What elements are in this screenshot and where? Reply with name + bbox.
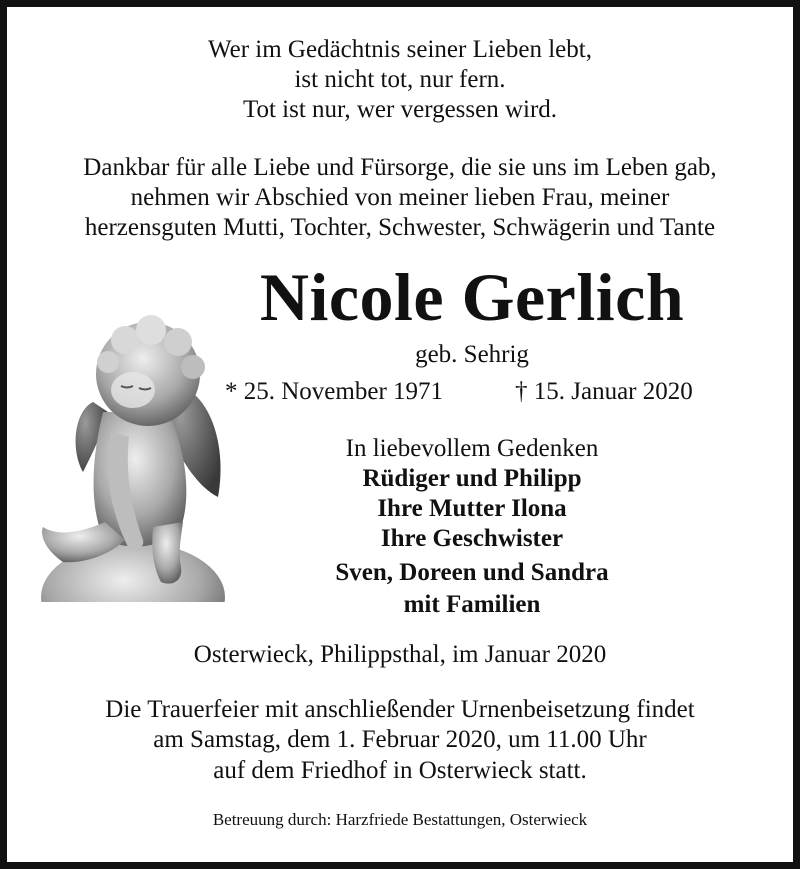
intro-line-1: Dankbar für alle Liebe und Fürsorge, die sie uns im Leben gab, xyxy=(83,154,717,181)
mourner-line: Ihre Mutter Ilona xyxy=(377,495,567,522)
funeral-line-1: Die Trauerfeier mit anschließender Urnenbeisetzung findet xyxy=(105,696,695,723)
birth-date: * 25. November 1971 xyxy=(225,378,444,405)
maiden-name: geb. Sehrig xyxy=(415,341,529,368)
mourner-line: mit Familien xyxy=(403,591,541,618)
mourner-line: Ihre Geschwister xyxy=(380,525,564,552)
angel-figurine-image xyxy=(33,312,228,602)
funeral-line-3: auf dem Friedhof in Osterwieck statt. xyxy=(213,757,587,784)
poem-line-2: ist nicht tot, nur fern. xyxy=(294,66,506,93)
poem-line-3: Tot ist nur, wer vergessen wird. xyxy=(242,96,558,123)
remembrance-heading: In liebevollem Gedenken xyxy=(345,435,599,462)
deceased-name: Nicole Gerlich xyxy=(259,259,685,335)
place-date: Osterwieck, Philippsthal, im Januar 2020 xyxy=(193,641,607,668)
intro-line-3: herzensguten Mutti, Tochter, Schwester, Schwägerin und Tante xyxy=(84,214,716,241)
mourner-line: Rüdiger und Philipp xyxy=(362,465,582,492)
funeral-home-credit: Betreuung durch: Harzfriede Bestattungen, Osterwieck xyxy=(212,810,588,829)
poem-line-1: Wer im Gedächtnis seiner Lieben lebt, xyxy=(208,36,592,63)
funeral-line-2: am Samstag, dem 1. Februar 2020, um 11.00 Uhr xyxy=(153,726,647,753)
death-date: † 15. Januar 2020 xyxy=(515,378,693,405)
intro-line-2: nehmen wir Abschied von meiner lieben Frau, meiner xyxy=(130,184,670,211)
mourner-line: Sven, Doreen und Sandra xyxy=(335,559,609,586)
